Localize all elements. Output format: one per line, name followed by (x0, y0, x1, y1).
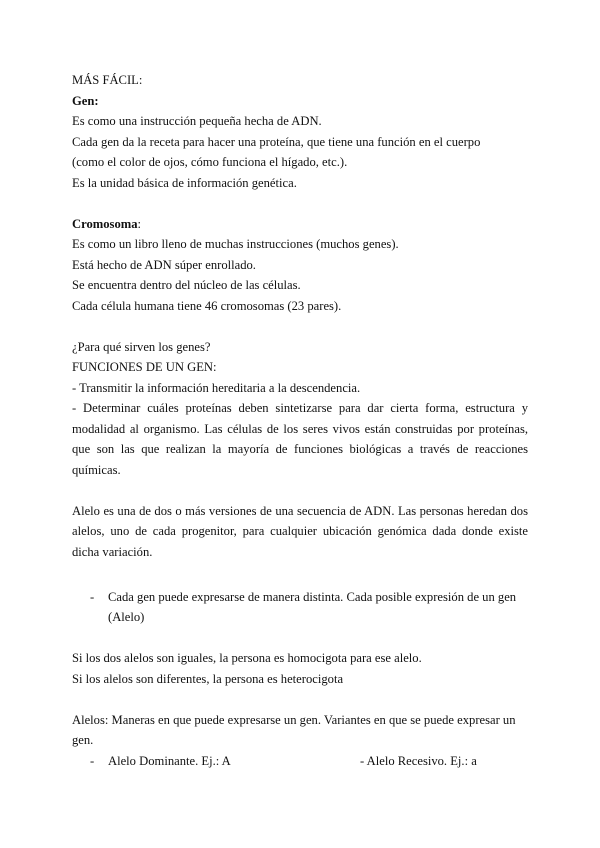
cromosoma-line: Cada célula humana tiene 46 cromosomas (23 pares). (72, 298, 342, 313)
cigoto-line: Si los alelos son diferentes, la persona es heterocigota (72, 671, 344, 686)
cromosoma-line: Se encuentra dentro del núcleo de las células. (72, 278, 301, 292)
gen-heading: Gen: (72, 93, 99, 108)
gen-line: Cada gen da la receta para hacer una proteína, que tiene una función en el cuerpo (72, 134, 481, 149)
cromosoma-heading: Cromosoma (72, 216, 138, 231)
bullet-text: Cada gen puede expresarse de manera distinta. Cada posible expresión de un gen (Alelo) (108, 589, 517, 624)
alelo-types-row (72, 751, 528, 772)
alelo-paragraph: Alelo es una de dos o más versiones de una secuencia de ADN. Las personas heredan dos alelos, uno de cada progenitor, para cualquier ubicación genómica dada donde existe dicha variación. (72, 503, 528, 559)
cromosoma-heading-row (72, 214, 528, 235)
cigoto-line: Si los dos alelos son iguales, la persona es homocigota para ese alelo. (72, 651, 422, 665)
alelo-recesivo: - Alelo Recesivo. Ej.: a (360, 753, 477, 768)
cromosoma-line: Es como un libro lleno de muchas instrucciones (muchos genes). (72, 237, 399, 251)
funciones-item: - Transmitir la información hereditaria a la descendencia. (72, 380, 361, 395)
cromosoma-heading-colon: : (137, 216, 142, 231)
bullet-dash: - (90, 589, 95, 604)
cromosoma-line: Está hecho de ADN súper enrollado. (72, 257, 256, 272)
intro-label: MÁS FÁCIL: (72, 73, 143, 87)
gen-line: (como el color de ojos, cómo funciona el hígado, etc.). (72, 155, 348, 169)
funciones-question: ¿Para qué sirven los genes? (72, 339, 211, 354)
document-page (72, 70, 528, 771)
bullet-item (72, 587, 528, 628)
funciones-item: - Determinar cuáles proteínas deben sintetizarse para dar cierta forma, estructura y modalidad al organismo. Las células de los seres vivos están construidas por proteínas, que son las que realizan la mayoría de funciones biológicas a través de reacciones químicas. (72, 401, 528, 477)
gen-line: Es como una instrucción pequeña hecha de ADN. (72, 114, 322, 128)
alelos-definition: Alelos: Maneras en que puede expresarse un gen. Variantes en que se puede expresar un gen. (72, 712, 516, 747)
funciones-heading: FUNCIONES DE UN GEN: (72, 360, 217, 374)
alelo-dominante: Alelo Dominante. Ej.: A (108, 753, 231, 768)
gen-line: Es la unidad básica de información genética. (72, 175, 297, 190)
alelo-dash: - (90, 753, 95, 768)
